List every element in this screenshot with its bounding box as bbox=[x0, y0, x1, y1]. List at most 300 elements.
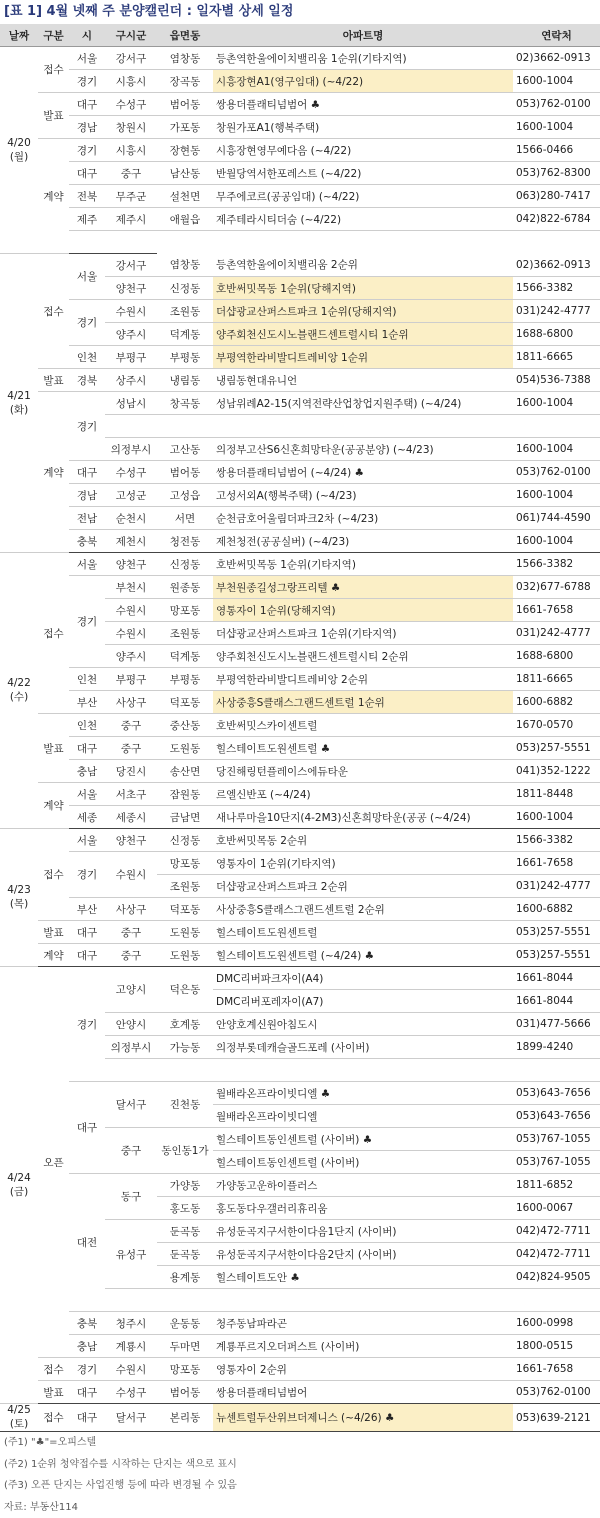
district-cell: 부평구 bbox=[105, 668, 157, 691]
town-cell: 서면 bbox=[157, 507, 213, 530]
apartment-cell: 창원가포A1(행복주택) bbox=[213, 116, 513, 139]
apartment-cell: 쌍용더플래티넘범어 (~4/24) ♣ bbox=[213, 461, 513, 484]
table-row bbox=[0, 70, 600, 93]
town-cell: 염창동 bbox=[157, 254, 213, 277]
district-cell: 제주시 bbox=[105, 208, 157, 231]
city-cell: 전북 bbox=[69, 185, 105, 208]
contact-cell: 053)762-0100 bbox=[513, 93, 600, 116]
district-cell: 수원시 bbox=[105, 622, 157, 645]
apartment-cell: 의정부롯데캐슬골드포레 (사이버) bbox=[213, 1036, 513, 1059]
city-cell: 충북 bbox=[69, 530, 105, 553]
table-row bbox=[0, 346, 600, 369]
city-cell: 경기 bbox=[69, 967, 105, 1082]
district-cell: 중구 bbox=[105, 921, 157, 944]
district-cell: 양천구 bbox=[105, 829, 157, 852]
apartment-cell: 고성서외A(행복주택) (~4/23) bbox=[213, 484, 513, 507]
table-row bbox=[0, 369, 600, 392]
town-cell: 부평동 bbox=[157, 346, 213, 369]
apartment-cell: 부천원종길성그랑프리텔 ♣ bbox=[213, 576, 513, 599]
table-row bbox=[0, 691, 600, 714]
table-row bbox=[0, 1312, 600, 1335]
city-cell: 전남 bbox=[69, 507, 105, 530]
district-cell: 수원시 bbox=[105, 300, 157, 323]
town-cell: 망포동 bbox=[157, 1358, 213, 1381]
contact-cell: 1600-6882 bbox=[513, 691, 600, 714]
town-cell: 덕포동 bbox=[157, 691, 213, 714]
contact-cell: 1688-6800 bbox=[513, 323, 600, 346]
table-row bbox=[0, 1082, 600, 1105]
city-cell: 부산 bbox=[69, 691, 105, 714]
apartment-cell: 양주회천신도시노블랜드센트럴시티 1순위 bbox=[213, 323, 513, 346]
town-cell: 둔곡동 bbox=[157, 1243, 213, 1266]
town-cell: 신정동 bbox=[157, 277, 213, 300]
town-cell: 범어동 bbox=[157, 93, 213, 116]
district-cell: 제천시 bbox=[105, 530, 157, 553]
apartment-cell bbox=[69, 231, 105, 254]
district-cell: 창원시 bbox=[105, 116, 157, 139]
contact-cell: 053)257-5551 bbox=[513, 737, 600, 760]
col-city: 시 bbox=[69, 24, 105, 47]
town-cell: 고성읍 bbox=[157, 484, 213, 507]
table-row bbox=[0, 300, 600, 323]
apartment-cell: 더샵광교산퍼스트파크 1순위(당해지역) bbox=[213, 300, 513, 323]
contact-cell: 053)643-7656 bbox=[513, 1105, 600, 1128]
apartment-cell: 성남위례A2-15(지역전략산업창업지원주택) (~4/24) bbox=[213, 392, 513, 415]
city-cell: 대구 bbox=[69, 737, 105, 760]
table-row bbox=[0, 783, 600, 806]
town-cell: 가양동 bbox=[157, 1174, 213, 1197]
district-cell: 수원시 bbox=[105, 852, 157, 898]
table-row bbox=[0, 829, 600, 852]
header-row bbox=[0, 24, 600, 47]
col-date: 날짜 bbox=[0, 24, 38, 47]
type-cell: 발표 bbox=[38, 714, 69, 783]
contact-cell: 1811-8448 bbox=[513, 783, 600, 806]
city-cell: 서울 bbox=[69, 553, 105, 576]
apartment-cell: 제천청전(공공실버) (~4/23) bbox=[213, 530, 513, 553]
district-cell: 수성구 bbox=[105, 461, 157, 484]
table-row bbox=[0, 760, 600, 783]
table-row bbox=[0, 392, 600, 415]
apartment-cell: 힐스테이트도원센트럴 ♣ bbox=[213, 737, 513, 760]
town-cell: 덕은동 bbox=[157, 967, 213, 1013]
district-cell: 달서구 bbox=[105, 1082, 157, 1128]
contact-cell: 041)352-1222 bbox=[513, 760, 600, 783]
apartment-cell: 청주동남파라곤 bbox=[213, 1312, 513, 1335]
contact-cell: 042)472-7711 bbox=[513, 1243, 600, 1266]
table-title: [표 1] 4월 넷째 주 분양캘린더 : 일자별 상세 일정 bbox=[0, 0, 600, 24]
contact-cell: 053)767-1055 bbox=[513, 1128, 600, 1151]
type-cell: 접수 bbox=[38, 47, 69, 93]
col-district: 구시군 bbox=[105, 24, 157, 47]
contact-cell: 031)242-4777 bbox=[513, 622, 600, 645]
city-cell: 대구 bbox=[69, 162, 105, 185]
contact-cell: 053)767-1055 bbox=[513, 1151, 600, 1174]
contact-cell: 053)643-7656 bbox=[513, 1082, 600, 1105]
table-row bbox=[0, 231, 600, 254]
town-cell: 애월읍 bbox=[157, 208, 213, 231]
contact-cell: 042)822-6784 bbox=[513, 208, 600, 231]
contact-cell: 1661-8044 bbox=[513, 990, 600, 1013]
contact-cell bbox=[513, 415, 600, 438]
contact-cell: 1661-7658 bbox=[513, 1358, 600, 1381]
contact-cell: 054)536-7388 bbox=[513, 369, 600, 392]
apartment-cell: 힐스테이트동인센트럴 (사이버) bbox=[213, 1151, 513, 1174]
town-cell: 원종동 bbox=[157, 576, 213, 599]
district-cell: 중구 bbox=[105, 714, 157, 737]
apartment-cell: 계룡푸르지오더퍼스트 (사이버) bbox=[213, 1335, 513, 1358]
footnotes bbox=[0, 1432, 600, 1518]
contact-cell: 02)3662-0913 bbox=[513, 47, 600, 70]
city-cell: 인천 bbox=[69, 714, 105, 737]
apartment-cell: 당진해링턴플레이스에듀타운 bbox=[213, 760, 513, 783]
type-cell: 발표 bbox=[38, 93, 69, 139]
town-cell: 조원동 bbox=[157, 875, 213, 898]
district-cell: 시흥시 bbox=[105, 70, 157, 93]
town-cell: 본리동 bbox=[157, 1404, 213, 1432]
town-cell bbox=[157, 1059, 213, 1082]
town-cell: 설천면 bbox=[157, 185, 213, 208]
schedule-table bbox=[0, 24, 600, 1432]
table-row bbox=[0, 967, 600, 990]
contact-cell: 1800-0515 bbox=[513, 1335, 600, 1358]
district-cell: 의정부시 bbox=[105, 1036, 157, 1059]
district-cell: 당진시 bbox=[105, 760, 157, 783]
contact-cell: 02)3662-0913 bbox=[513, 254, 600, 277]
district-cell: 유성구 bbox=[105, 1220, 157, 1289]
town-cell: 용계동 bbox=[157, 1266, 213, 1289]
apartment-cell bbox=[213, 1289, 513, 1312]
city-cell: 충남 bbox=[69, 760, 105, 783]
date-cell: 4/23 (목) bbox=[0, 829, 38, 967]
apartment-cell: 사상중흥S클래스그랜드센트럴 2순위 bbox=[213, 898, 513, 921]
contact-cell: 1600-1004 bbox=[513, 530, 600, 553]
town-cell: 가포동 bbox=[157, 116, 213, 139]
town-cell: 동인동1가 bbox=[157, 1128, 213, 1174]
contact-cell: 1661-8044 bbox=[513, 967, 600, 990]
town-cell: 홍도동 bbox=[157, 1197, 213, 1220]
district-cell: 강서구 bbox=[105, 254, 157, 277]
table-row bbox=[0, 1381, 600, 1404]
district-cell: 중구 bbox=[105, 162, 157, 185]
contact-cell: 1566-0466 bbox=[513, 139, 600, 162]
town-cell: 부평동 bbox=[157, 668, 213, 691]
town-cell: 도원동 bbox=[157, 737, 213, 760]
table-row bbox=[0, 921, 600, 944]
city-cell: 서울 bbox=[69, 829, 105, 852]
table-row bbox=[0, 1404, 600, 1432]
district-cell: 중구 bbox=[105, 737, 157, 760]
table-row bbox=[0, 1174, 600, 1197]
contact-cell: 1600-1004 bbox=[513, 806, 600, 829]
contact-cell: 1566-3382 bbox=[513, 277, 600, 300]
apartment-cell: 사상중흥S클래스그랜드센트럴 1순위 bbox=[213, 691, 513, 714]
town-cell: 두마면 bbox=[157, 1335, 213, 1358]
table-row bbox=[0, 530, 600, 553]
type-cell: 발표 bbox=[38, 369, 69, 392]
apartment-cell: 등촌역한울에이치밸리움 1순위(기타지역) bbox=[213, 47, 513, 70]
district-cell: 의정부시 bbox=[105, 438, 157, 461]
date-cell: 4/24 (금) bbox=[0, 967, 38, 1404]
date-cell: 4/20 (월) bbox=[0, 47, 38, 254]
town-cell: 조원동 bbox=[157, 622, 213, 645]
col-type: 구분 bbox=[38, 24, 69, 47]
town-cell: 냉림동 bbox=[157, 369, 213, 392]
city-cell: 인천 bbox=[69, 668, 105, 691]
contact-cell: 042)824-9505 bbox=[513, 1266, 600, 1289]
contact-cell: 053)762-0100 bbox=[513, 1381, 600, 1404]
table-row bbox=[0, 461, 600, 484]
town-cell: 덕포동 bbox=[157, 898, 213, 921]
contact-cell: 1811-6665 bbox=[513, 346, 600, 369]
city-cell: 충북 bbox=[69, 1312, 105, 1335]
note-source: 자료: 부동산114 bbox=[4, 1497, 600, 1518]
apartment-cell: 부평역한라비발디트레비앙 1순위 bbox=[213, 346, 513, 369]
contact-cell: 1811-6665 bbox=[513, 668, 600, 691]
town-cell: 망포동 bbox=[157, 852, 213, 875]
table-row bbox=[0, 162, 600, 185]
district-cell: 성남시 bbox=[105, 392, 157, 415]
city-cell: 대구 bbox=[69, 461, 105, 484]
apartment-cell: 더샵광교산퍼스트파크 1순위(기타지역) bbox=[213, 622, 513, 645]
district-cell: 부평구 bbox=[105, 346, 157, 369]
contact-cell: 1661-7658 bbox=[513, 852, 600, 875]
apartment-cell: 힐스테이트도안 ♣ bbox=[213, 1266, 513, 1289]
contact-cell: 1566-3382 bbox=[513, 553, 600, 576]
contact-cell: 1899-4240 bbox=[513, 1036, 600, 1059]
contact-cell: 032)677-6788 bbox=[513, 576, 600, 599]
contact-cell: 1600-1004 bbox=[513, 392, 600, 415]
apartment-cell: DMC리버파크자이(A4) bbox=[213, 967, 513, 990]
district-cell: 강서구 bbox=[105, 47, 157, 70]
table-row bbox=[0, 852, 600, 875]
type-cell: 접수 bbox=[38, 1404, 69, 1432]
city-cell: 제주 bbox=[69, 208, 105, 231]
town-cell bbox=[157, 415, 213, 438]
town-cell: 염창동 bbox=[157, 47, 213, 70]
district-cell: 상주시 bbox=[105, 369, 157, 392]
contact-cell: 061)744-4590 bbox=[513, 507, 600, 530]
apartment-cell: 냉림동현대유니언 bbox=[213, 369, 513, 392]
town-cell: 청전동 bbox=[157, 530, 213, 553]
district-cell: 수성구 bbox=[105, 93, 157, 116]
city-cell: 경기 bbox=[69, 300, 105, 346]
town-cell: 장곡동 bbox=[157, 70, 213, 93]
apartment-cell: 힐스테이트도원센트럴 bbox=[213, 921, 513, 944]
contact-cell: 1661-7658 bbox=[513, 599, 600, 622]
town-cell: 중산동 bbox=[157, 714, 213, 737]
contact-cell: 053)257-5551 bbox=[513, 944, 600, 967]
district-cell: 무주군 bbox=[105, 185, 157, 208]
apartment-cell: 영통자이 1순위(당해지역) bbox=[213, 599, 513, 622]
apartment-cell: 호반써밋스카이센트럴 bbox=[213, 714, 513, 737]
town-cell: 범어동 bbox=[157, 1381, 213, 1404]
table-row bbox=[0, 553, 600, 576]
contact-cell: 1688-6800 bbox=[513, 645, 600, 668]
district-cell: 청주시 bbox=[105, 1312, 157, 1335]
contact-cell: 053)639-2121 bbox=[513, 1404, 600, 1432]
city-cell: 경남 bbox=[69, 484, 105, 507]
apartment-cell: 쌍용더플래티넘범어 bbox=[213, 1381, 513, 1404]
table-row bbox=[0, 1358, 600, 1381]
city-cell: 경기 bbox=[69, 1358, 105, 1381]
apartment-cell: 제주테라시티더숨 (~4/22) bbox=[213, 208, 513, 231]
apartment-cell: 새나루마을10단지(4-2M3)신혼희망타운(공공 (~4/24) bbox=[213, 806, 513, 829]
type-cell: 계약 bbox=[38, 944, 69, 967]
town-cell: 도원동 bbox=[157, 944, 213, 967]
district-cell: 수성구 bbox=[105, 1381, 157, 1404]
city-cell: 경기 bbox=[69, 139, 105, 162]
table-row bbox=[0, 944, 600, 967]
district-cell: 달서구 bbox=[105, 1404, 157, 1432]
district-cell bbox=[105, 415, 157, 438]
contact-cell: 1566-3382 bbox=[513, 829, 600, 852]
district-cell bbox=[105, 1059, 157, 1082]
district-cell bbox=[105, 1289, 157, 1312]
town-cell: 장현동 bbox=[157, 139, 213, 162]
date-cell: 4/21 (화) bbox=[0, 254, 38, 553]
town-cell: 신정동 bbox=[157, 829, 213, 852]
apartment-cell: 월배라온프라이빗디엘 ♣ bbox=[213, 1082, 513, 1105]
type-cell: 계약 bbox=[38, 139, 69, 254]
district-cell: 순천시 bbox=[105, 507, 157, 530]
type-cell: 접수 bbox=[38, 1358, 69, 1381]
apartment-cell bbox=[213, 1059, 513, 1082]
city-cell: 서울 bbox=[69, 47, 105, 70]
table-row bbox=[0, 93, 600, 116]
town-cell: 잠원동 bbox=[157, 783, 213, 806]
table-row bbox=[0, 806, 600, 829]
apartment-cell: 양주회천신도시노블랜드센트럴시티 2순위 bbox=[213, 645, 513, 668]
district-cell: 서초구 bbox=[105, 783, 157, 806]
col-apartment: 아파트명 bbox=[213, 24, 513, 47]
apartment-cell: 반월당역서한포레스트 (~4/22) bbox=[213, 162, 513, 185]
contact-cell: 1600-1004 bbox=[513, 438, 600, 461]
schedule-body bbox=[0, 47, 600, 1432]
district-cell: 부천시 bbox=[105, 576, 157, 599]
district-cell: 중구 bbox=[105, 944, 157, 967]
table-row bbox=[0, 576, 600, 599]
city-cell: 경기 bbox=[69, 392, 105, 461]
contact-cell bbox=[105, 231, 157, 254]
city-cell: 대구 bbox=[69, 921, 105, 944]
type-cell: 발표 bbox=[38, 1381, 69, 1404]
city-cell: 부산 bbox=[69, 898, 105, 921]
table-row bbox=[0, 714, 600, 737]
district-cell: 양천구 bbox=[105, 553, 157, 576]
apartment-cell: 르엘신반포 (~4/24) bbox=[213, 783, 513, 806]
apartment-cell: 의정부고산S6신혼희망타운(공공분양) (~4/23) bbox=[213, 438, 513, 461]
district-cell: 수원시 bbox=[105, 599, 157, 622]
district-cell: 양주시 bbox=[105, 645, 157, 668]
apartment-cell: 영통자이 1순위(기타지역) bbox=[213, 852, 513, 875]
apartment-cell: 부평역한라비발디트레비앙 2순위 bbox=[213, 668, 513, 691]
city-cell: 경기 bbox=[69, 852, 105, 898]
table-row bbox=[0, 507, 600, 530]
city-cell: 대구 bbox=[69, 1404, 105, 1432]
apartment-cell: 쌍용더플래티넘범어 ♣ bbox=[213, 93, 513, 116]
town-cell: 범어동 bbox=[157, 461, 213, 484]
district-cell: 동구 bbox=[105, 1174, 157, 1220]
district-cell: 양천구 bbox=[105, 277, 157, 300]
contact-cell: 031)242-4777 bbox=[513, 300, 600, 323]
city-cell: 대구 bbox=[69, 93, 105, 116]
apartment-cell: 홍도동다우갤러리휴리움 bbox=[213, 1197, 513, 1220]
type-cell: 접수 bbox=[38, 254, 69, 369]
contact-cell: 1600-0998 bbox=[513, 1312, 600, 1335]
city-cell: 인천 bbox=[69, 346, 105, 369]
table-row bbox=[0, 1335, 600, 1358]
apartment-cell: 유성둔곡지구서한이다음2단지 (사이버) bbox=[213, 1243, 513, 1266]
town-cell: 금남면 bbox=[157, 806, 213, 829]
town-cell: 덕계동 bbox=[157, 645, 213, 668]
contact-cell: 053)762-0100 bbox=[513, 461, 600, 484]
apartment-cell: 호반써밋목동 2순위 bbox=[213, 829, 513, 852]
col-town: 읍면동 bbox=[157, 24, 213, 47]
town-cell: 고산동 bbox=[157, 438, 213, 461]
city-cell: 경북 bbox=[69, 369, 105, 392]
contact-cell: 1600-0067 bbox=[513, 1197, 600, 1220]
district-cell: 시흥시 bbox=[105, 139, 157, 162]
town-cell: 창곡동 bbox=[157, 392, 213, 415]
table-row bbox=[0, 737, 600, 760]
apartment-cell: 월배라온프라이빗디엘 bbox=[213, 1105, 513, 1128]
apartment-cell: DMC리버포레자이(A7) bbox=[213, 990, 513, 1013]
contact-cell: 1600-1004 bbox=[513, 70, 600, 93]
town-cell bbox=[157, 1289, 213, 1312]
district-cell: 중구 bbox=[105, 1128, 157, 1174]
city-cell: 서울 bbox=[69, 783, 105, 806]
apartment-cell: 호반써밋목동 1순위(당해지역) bbox=[213, 277, 513, 300]
district-cell: 세종시 bbox=[105, 806, 157, 829]
table-row bbox=[0, 116, 600, 139]
city-cell: 대구 bbox=[69, 944, 105, 967]
note-open: (주3) 오픈 단지는 사업진행 등에 따라 변경될 수 있음 bbox=[4, 1475, 600, 1497]
city-cell: 대구 bbox=[69, 1381, 105, 1404]
table-row bbox=[0, 185, 600, 208]
table-row bbox=[0, 254, 600, 277]
contact-cell: 1600-1004 bbox=[513, 484, 600, 507]
type-cell: 오픈 bbox=[38, 967, 69, 1358]
contact-cell: 1600-1004 bbox=[513, 116, 600, 139]
town-cell: 도원동 bbox=[157, 921, 213, 944]
apartment-cell: 유성둔곡지구서한이다음1단지 (사이버) bbox=[213, 1220, 513, 1243]
apartment-cell: 힐스테이트도원센트럴 (~4/24) ♣ bbox=[213, 944, 513, 967]
contact-cell: 1811-6852 bbox=[513, 1174, 600, 1197]
apartment-cell: 더샵광교산퍼스트파크 2순위 bbox=[213, 875, 513, 898]
city-cell: 경기 bbox=[69, 576, 105, 668]
type-cell: 접수 bbox=[38, 553, 69, 714]
table-row bbox=[0, 47, 600, 70]
apartment-cell: 시흥장현영무예다음 (~4/22) bbox=[213, 139, 513, 162]
district-cell: 수원시 bbox=[105, 1358, 157, 1381]
city-cell: 경남 bbox=[69, 116, 105, 139]
district-cell: 사상구 bbox=[105, 898, 157, 921]
city-cell: 충남 bbox=[69, 1335, 105, 1358]
contact-cell: 031)242-4777 bbox=[513, 875, 600, 898]
district-cell: 사상구 bbox=[105, 691, 157, 714]
note-highlight: (주2) 1순위 청약접수를 시작하는 단지는 색으로 표시 bbox=[4, 1454, 600, 1476]
contact-cell: 042)472-7711 bbox=[513, 1220, 600, 1243]
apartment-cell: 시흥장현A1(영구임대) (~4/22) bbox=[213, 70, 513, 93]
table-row bbox=[0, 668, 600, 691]
town-cell: 호계동 bbox=[157, 1013, 213, 1036]
town-cell: 조원동 bbox=[157, 300, 213, 323]
town-cell: 망포동 bbox=[157, 599, 213, 622]
apartment-cell bbox=[213, 415, 513, 438]
town-cell: 운동동 bbox=[157, 1312, 213, 1335]
apartment-cell: 안양호계신원아침도시 bbox=[213, 1013, 513, 1036]
